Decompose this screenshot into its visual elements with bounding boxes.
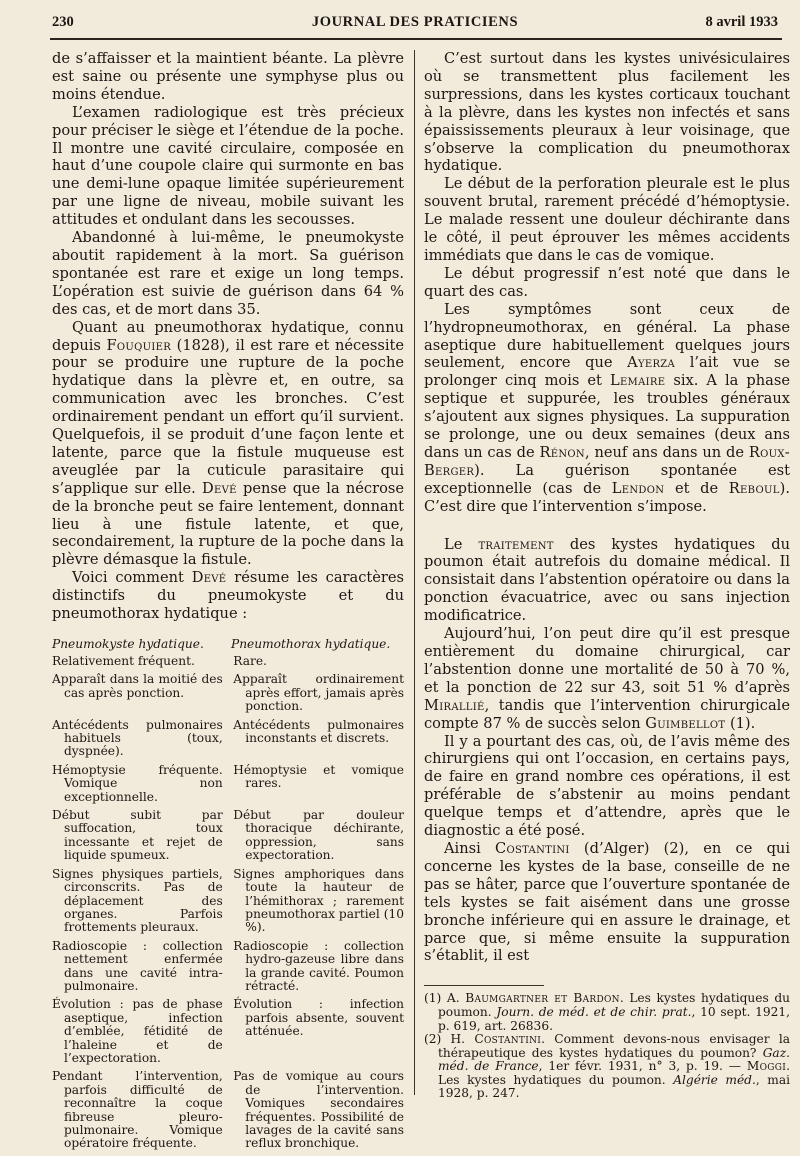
paragraph: Le début de la perforation pleurale est le plus souvent brutal, rarement précédé d’hémoptysie. Le malade ressent une douleur déchirante dans le côté, il peut éprouver les mêmes accidents immédiats que dans le cas de vomique. <box>424 175 790 264</box>
section-gap <box>424 516 790 536</box>
comparison-row <box>52 1070 404 1150</box>
column-divider <box>414 50 415 1095</box>
comparison-cell-left: Début subit par suffocation, toux incessante et rejet de liquide spumeux. <box>52 808 223 863</box>
paragraph: Le début progressif n’est noté que dans le quart des cas. <box>424 264 790 300</box>
comparison-cell-right: Apparaît ordinairement après effort, jamais après ponction. <box>233 672 404 714</box>
comparison-cell-left: Signes physiques partiels, circonscrits. Pas de déplacement des organes. Parfois frottements pleuraux. <box>52 866 223 935</box>
author-name: Reboul <box>728 479 780 497</box>
footnote-rule <box>424 985 544 986</box>
page-number: 230 <box>52 14 74 30</box>
journal-title: JOURNAL DES PRATICIENS <box>311 14 519 30</box>
comparison-cell-left: Pendant l’intervention, parfois difficulté de reconnaître la coque fibreuse pleuro-pulmonaire. Vomique opératoire fréquente. <box>52 1069 223 1151</box>
paragraph: Il y a pourtant des cas, où, de l’avis même des chirurgiens qui ont l’occasion, en certains pays, de faire en grand nombre ces opérations, il est préférable de s’abstenir au moins pendant quelque temps et d’attendre, après que le diagnostic a été posé. <box>424 732 790 840</box>
paragraph: de s’affaisser et la maintient béante. La plèvre est saine ou présente une symphyse plus ou moins étendue. <box>52 50 404 103</box>
comparison-row <box>52 998 404 1065</box>
comparison-cell-right: Début par douleur thoracique déchirante, oppression, sans expectoration. <box>233 808 404 863</box>
left-column <box>52 50 404 1156</box>
header-rule <box>50 38 782 40</box>
author-name: Rénon <box>539 443 585 461</box>
section-keyword: traitement <box>478 535 554 553</box>
comparison-cell-right: Évolution : infection parfois absente, souvent atténuée. <box>233 997 404 1039</box>
comparison-row <box>52 655 404 668</box>
comparison-cell-right: Rare. <box>233 654 267 668</box>
comparison-header <box>52 637 404 651</box>
comparison-row <box>52 673 404 713</box>
comparison-cell-left: Radioscopie : collection nettement enfermée dans une cavité intra-pulmonaire. <box>52 938 223 993</box>
comparison-col1-title: Pneumokyste hydatique. <box>52 637 204 651</box>
issue-date: 8 avril 1933 <box>705 14 778 30</box>
author-name: Lendon <box>611 479 665 497</box>
comparison-cell-left: Antécédents pulmonaires habituels (toux, dyspnée). <box>52 717 223 759</box>
comparison-cell-right: Pas de vomique au cours de l’intervention. Vomiques secondaires fréquentes. Possibilité de lavages de la cavité sans reflux bronchique. <box>233 1069 404 1151</box>
comparison-cell-right: Antécédents pulmonaires inconstants et discrets. <box>233 717 404 746</box>
comparison-cell-right: Radioscopie : collection hydro-gazeuse libre dans la grande cavité. Poumon rétracté. <box>233 938 404 993</box>
comparison-row <box>52 809 404 863</box>
comparison-cell-right: Hémoptysie et vomique rares. <box>233 762 404 791</box>
comparison-cell-left: Relativement fréquent. <box>52 654 195 668</box>
right-column <box>424 50 790 1101</box>
comparison-col2-title: Pneumothorax hydatique. <box>231 637 391 651</box>
paragraph: Ainsi Costantini (d’Alger) (2), en ce qui concerne les kystes de la base, conseille de ne pas se hâter, parce que l’ouverture spontanée de tels kystes se fait aisément dans une grosse bronche inférieure qui en assure le drainage, et parce que, si même ensuite la suppuration s’établit, il est <box>424 839 790 965</box>
comparison-cell-left: Évolution : pas de phase aseptique, infection d’emblée, fétidité de l’haleine et de l’expectoration. <box>52 997 223 1065</box>
comparison-row <box>52 719 404 759</box>
author-name: Devé <box>202 479 237 497</box>
paragraph: Voici comment Devé résume les caractères distinctifs du pneumokyste et du pneumothorax hydatique : <box>52 569 404 623</box>
paragraph: Le traitement des kystes hydatiques du poumon était autrefois du domaine médical. Il consistait dans l’abstention opératoire ou dans la ponction évacuatrice, avec ou sans injection modificatrice. <box>424 535 791 625</box>
paragraph: L’examen radiologique est très précieux pour préciser le siège et l’étendue de la poche. Il montre une cavité circulaire, composée en haut d’une coupole claire qui surmonte en bas une demi-lune opaque limitée supérieurement par une ligne de niveau, mobile suivant les attitudes et ondulant dans les secousses. <box>52 103 404 229</box>
author-name: Guimbellot <box>645 714 726 732</box>
comparison-cell-left: Hémoptysie fréquente. Vomique non exceptionnelle. <box>52 762 223 804</box>
paragraph: Quant au pneumothorax hydatique, connu depuis Fouquier (1828), il est rare et nécessite pour se produire une rupture de la poche hydatique dans la plèvre et, en outre, sa communication avec les bronches. C’est ordinairement pendant un effort qu’il survient. Quelquefois, il se produit d’une façon lente et latente, parce que la fistule muqueuse est aveuglée par la cuticule parasitaire qui s’applique sur elle. Devé pense que la nécrose de la bronche peut se faire lentement, donnant lieu à une fistule latente, et que, secondairement, la rupture de la poche dans la plèvre démasque la fistule. <box>52 318 405 569</box>
author-name: Mirallié <box>424 696 485 714</box>
comparison-row <box>52 764 404 804</box>
author-name: Lemaire <box>609 372 666 390</box>
paragraph: Les symptômes sont ceux de l’hydropneumothorax, en général. La phase aseptique dure habituellement quelques jours seulement, encore que Ayerza l’ait vue se prolonger cinq mois et Lemaire six. A la phase septique et suppurée, les troubles généraux s’ajoutent aux signes physiques. La suppuration se prolonge, une ou deux semaines (deux ans dans un cas de Rénon, neuf ans dans un de Roux-Berger). La guérison spontanée est exceptionnelle (cas de Lendon et de Reboul). C’est dire que l’intervention s’impose. <box>424 300 790 515</box>
paragraph: C’est surtout dans les kystes univésiculaires où se transmettent plus facilement les surpressions, dans les kystes corticaux touchant à la plèvre, dans les kystes non infectés et sans épaississements pleuraux à leur voisinage, que s’observe la complication du pneumothorax hydatique. <box>424 50 790 175</box>
footnote: (2) H. Costantini. Comment devons-nous envisager la thérapeutique des kystes hydatiques du poumon? Gaz. méd. de France, 1er févr. 1931, n° 3, p. 19. — Moggi. Les kystes hydatiques du poumon. Algérie méd., mai 1928, p. 247. <box>424 1032 791 1101</box>
comparison-row <box>52 868 404 935</box>
paragraph: Aujourd’hui, l’on peut dire qu’il est presque entièrement du domaine chirurgical, car l’abstention donne une mortalité de 50 à 70 %, et la ponction de 22 sur 43, soit 51 % d’après Mirallié, tandis que l’intervention chirurgicale compte 87 % de succès selon Guimbellot (1). <box>424 625 790 732</box>
author-name: Roux-Berger <box>424 443 790 479</box>
footnote: (1) A. Baumgartner et Bardon. Les kystes hydatiques du poumon. Journ. de méd. et de chir. prat., 10 sept. 1921, p. 619, art. 26836. <box>424 991 791 1033</box>
comparison-cell-left: Apparaît dans la moitié des cas après ponction. <box>52 672 223 700</box>
author-name: Fouquier <box>106 336 172 354</box>
comparison-row <box>52 940 404 994</box>
comparison-table <box>52 655 404 1151</box>
running-header <box>52 14 778 38</box>
author-name: Costantini <box>495 839 570 857</box>
author-name: Ayerza <box>627 354 676 372</box>
author-name: Devé <box>191 569 227 587</box>
paragraph: Abandonné à lui-même, le pneumokyste aboutit rapidement à la mort. Sa guérison spontanée est rare et exige un long temps. L’opération est suivie de guérison dans 64 % des cas, et de mort dans 35. <box>52 229 404 318</box>
comparison-cell-right: Signes amphoriques dans toute la hauteur de l’hémithorax ; rarement pneumothorax partiel (10 %). <box>233 866 404 935</box>
